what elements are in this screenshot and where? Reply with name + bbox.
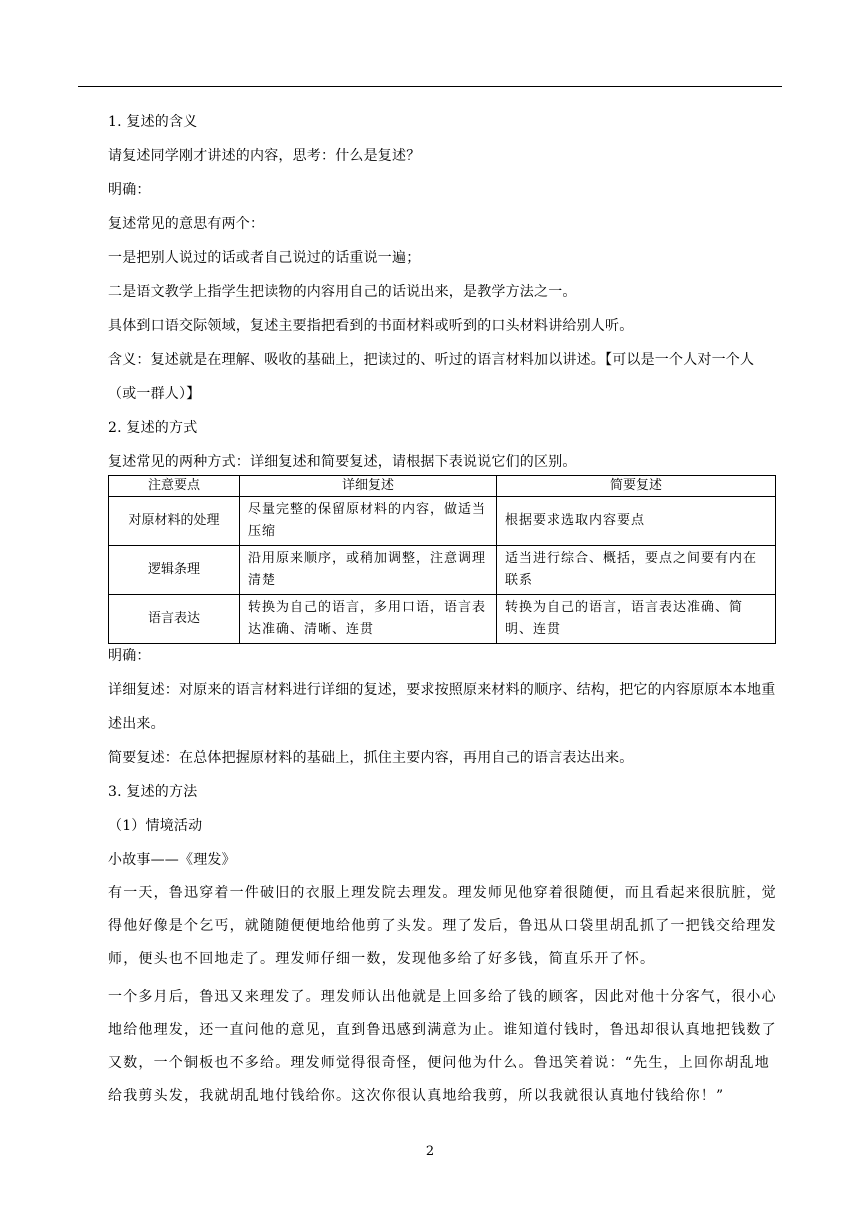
header-rule	[78, 86, 782, 87]
paragraph: 复述常见的意思有两个：	[108, 216, 265, 232]
paragraph: 二是语文教学上指学生把读物的内容用自己的话说出来，是教学方法之一。	[108, 284, 577, 300]
table-cell: 转换为自己的语言，多用口语，语言表达准确、清晰、连贯	[240, 595, 497, 644]
comparison-table	[108, 475, 776, 644]
paragraph-detailed: 详细复述：对原来的语言材料进行详细的复述，要求按照原来材料的顺序、结构，把它的内容原原本本地重述出来。	[108, 682, 776, 732]
table-row	[109, 595, 776, 644]
paragraph: 复述常见的两种方式：详细复述和简要复述，请根据下表说说它们的区别。	[108, 454, 577, 470]
table-row	[109, 497, 776, 546]
table-cell: 语言表达	[109, 595, 240, 644]
story-paragraph: 有一天，鲁迅穿着一件破旧的衣服上理发院去理发。理发师见他穿着很随便，而且看起来很肮脏，觉得他好像是个乞丐，就随随便便地给他剪了头发。理了发后，鲁迅从口袋里胡乱抓了一把钱交给理发师，便头也不回地走了。理发师仔细一数，发现他多给了好多钱，简直乐开了怀。	[108, 885, 777, 967]
section-heading-1: 1. 复述的含义	[108, 114, 198, 130]
table-cell: 对原材料的处理	[109, 497, 240, 546]
paragraph-brief: 简要复述：在总体把握原材料的基础上，抓住主要内容，再用自己的语言表达出来。	[108, 750, 634, 766]
table-cell: 沿用原来顺序，或稍加调整，注意调理清楚	[240, 546, 497, 595]
story-title: 小故事——《理发》	[108, 852, 236, 868]
table-cell: 根据要求选取内容要点	[497, 497, 776, 546]
table-cell: 逻辑条理	[109, 546, 240, 595]
table-cell: 转换为自己的语言，语言表达准确、简明、连贯	[497, 595, 776, 644]
table-header-cell: 简要复述	[497, 476, 776, 497]
page-number: 2	[425, 1144, 435, 1159]
story-paragraph: 一个多月后，鲁迅又来理发了。理发师认出他就是上回多给了钱的顾客，因此对他十分客气，很小心地给他理发，还一直问他的意见，直到鲁迅感到满意为止。谁知道付钱时，鲁迅却很认真地把钱数了又数，一个铜板也不多给。理发师觉得很奇怪，便问他为什么。鲁迅笑着说：“先生，上回你胡乱地给我剪头发，我就胡乱地付钱给你。这次你很认真地给我剪，所以我就很认真地付钱给你！”	[108, 989, 777, 1104]
paragraph: 明确：	[108, 182, 151, 198]
paragraph: 具体到口语交际领域，复述主要指把看到的书面材料或听到的口头材料讲给别人听。	[108, 318, 634, 334]
paragraph: 一是把别人说过的话或者自己说过的话重说一遍；	[108, 250, 421, 266]
table-header-row	[109, 476, 776, 497]
table-row	[109, 546, 776, 595]
table-cell: 尽量完整的保留原材料的内容，做适当压缩	[240, 497, 497, 546]
table-cell: 适当进行综合、概括，要点之间要有内在联系	[497, 546, 776, 595]
paragraph-definition: 含义：复述就是在理解、吸收的基础上，把读过的、听过的语言材料加以讲述。【可以是一个人对一个人（或一群人）】	[108, 352, 755, 402]
paragraph: 明确：	[108, 648, 151, 664]
table-header-cell: 注意要点	[109, 476, 240, 497]
paragraph: 请复述同学刚才讲述的内容，思考：什么是复述？	[108, 148, 421, 164]
section-heading-2: 2. 复述的方式	[108, 420, 198, 436]
section-heading-3: 3. 复述的方法	[108, 784, 198, 800]
table-header-cell: 详细复述	[240, 476, 497, 497]
subheading: （1）情境活动	[108, 818, 203, 834]
